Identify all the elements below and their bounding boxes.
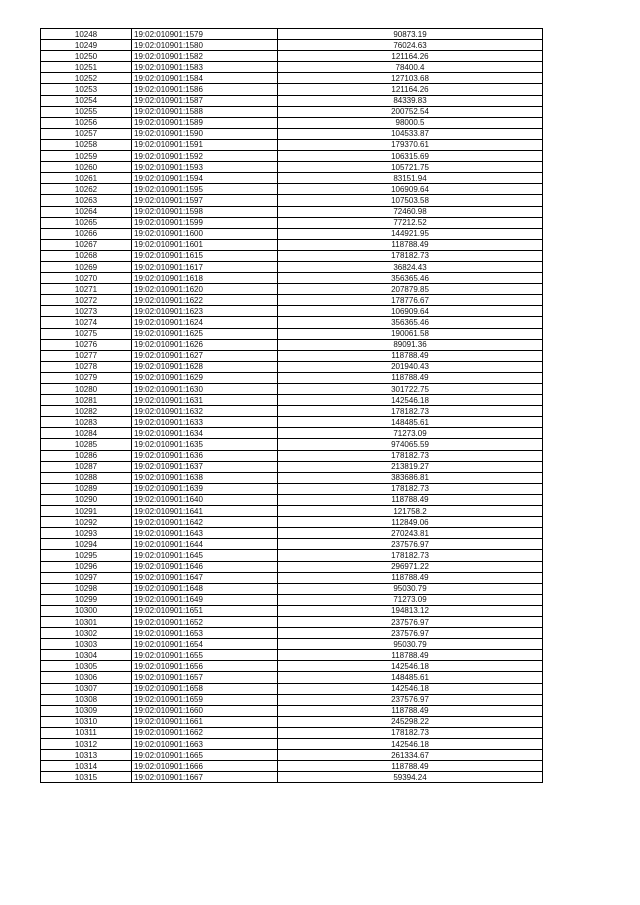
amount-cell: 201940.43 [278, 361, 543, 372]
row-number-cell: 10258 [41, 139, 132, 150]
table-row [41, 572, 543, 583]
table-row [41, 605, 543, 616]
table-row [41, 517, 543, 528]
row-number-cell: 10286 [41, 450, 132, 461]
row-number-cell: 10300 [41, 605, 132, 616]
cadastral-number-cell: 19:02:010901:1643 [132, 528, 278, 539]
cadastral-number-cell: 19:02:010901:1652 [132, 616, 278, 627]
table-row [41, 494, 543, 505]
row-number-cell: 10276 [41, 339, 132, 350]
row-number-cell: 10269 [41, 261, 132, 272]
amount-cell: 237576.97 [278, 628, 543, 639]
table-row [41, 284, 543, 295]
amount-cell: 178182.73 [278, 727, 543, 738]
amount-cell: 237576.97 [278, 616, 543, 627]
amount-cell: 237576.97 [278, 694, 543, 705]
cadastral-number-cell: 19:02:010901:1656 [132, 661, 278, 672]
row-number-cell: 10265 [41, 217, 132, 228]
amount-cell: 178776.67 [278, 295, 543, 306]
table-row [41, 29, 543, 40]
cadastral-number-cell: 19:02:010901:1584 [132, 73, 278, 84]
table-row [41, 761, 543, 772]
table-row [41, 162, 543, 173]
cadastral-number-cell: 19:02:010901:1590 [132, 128, 278, 139]
amount-cell: 178182.73 [278, 406, 543, 417]
row-number-cell: 10305 [41, 661, 132, 672]
table-row [41, 417, 543, 428]
row-number-cell: 10312 [41, 739, 132, 750]
table-row [41, 561, 543, 572]
row-number-cell: 10266 [41, 228, 132, 239]
amount-cell: 142546.18 [278, 739, 543, 750]
data-table [40, 28, 543, 783]
cadastral-number-cell: 19:02:010901:1637 [132, 461, 278, 472]
amount-cell: 106315.69 [278, 151, 543, 162]
row-number-cell: 10279 [41, 372, 132, 383]
row-number-cell: 10278 [41, 361, 132, 372]
amount-cell: 144921.95 [278, 228, 543, 239]
row-number-cell: 10262 [41, 184, 132, 195]
amount-cell: 90873.19 [278, 29, 543, 40]
cadastral-number-cell: 19:02:010901:1653 [132, 628, 278, 639]
row-number-cell: 10303 [41, 639, 132, 650]
table-row [41, 106, 543, 117]
amount-cell: 356365.46 [278, 273, 543, 284]
table-row [41, 683, 543, 694]
table-row [41, 217, 543, 228]
cadastral-number-cell: 19:02:010901:1617 [132, 261, 278, 272]
cadastral-number-cell: 19:02:010901:1666 [132, 761, 278, 772]
table-row [41, 594, 543, 605]
amount-cell: 148485.61 [278, 672, 543, 683]
amount-cell: 301722.75 [278, 384, 543, 395]
row-number-cell: 10302 [41, 628, 132, 639]
cadastral-number-cell: 19:02:010901:1593 [132, 162, 278, 173]
cadastral-number-cell: 19:02:010901:1661 [132, 716, 278, 727]
row-number-cell: 10304 [41, 650, 132, 661]
cadastral-number-cell: 19:02:010901:1634 [132, 428, 278, 439]
amount-cell: 974065.59 [278, 439, 543, 450]
amount-cell: 121164.26 [278, 51, 543, 62]
amount-cell: 112849.06 [278, 517, 543, 528]
cadastral-number-cell: 19:02:010901:1667 [132, 772, 278, 783]
cadastral-number-cell: 19:02:010901:1628 [132, 361, 278, 372]
table-row [41, 195, 543, 206]
table-row [41, 406, 543, 417]
amount-cell: 83151.94 [278, 173, 543, 184]
amount-cell: 118788.49 [278, 372, 543, 383]
row-number-cell: 10308 [41, 694, 132, 705]
row-number-cell: 10301 [41, 616, 132, 627]
cadastral-number-cell: 19:02:010901:1580 [132, 40, 278, 51]
table-body [41, 29, 543, 783]
table-row [41, 73, 543, 84]
cadastral-number-cell: 19:02:010901:1640 [132, 494, 278, 505]
table-row [41, 250, 543, 261]
amount-cell: 190061.58 [278, 328, 543, 339]
cadastral-number-cell: 19:02:010901:1654 [132, 639, 278, 650]
amount-cell: 105721.75 [278, 162, 543, 173]
table-row [41, 139, 543, 150]
amount-cell: 148485.61 [278, 417, 543, 428]
table-row [41, 350, 543, 361]
row-number-cell: 10313 [41, 750, 132, 761]
cadastral-number-cell: 19:02:010901:1657 [132, 672, 278, 683]
amount-cell: 104533.87 [278, 128, 543, 139]
row-number-cell: 10272 [41, 295, 132, 306]
row-number-cell: 10275 [41, 328, 132, 339]
table-row [41, 239, 543, 250]
table-row [41, 84, 543, 95]
row-number-cell: 10260 [41, 162, 132, 173]
amount-cell: 98000.5 [278, 117, 543, 128]
cadastral-number-cell: 19:02:010901:1599 [132, 217, 278, 228]
amount-cell: 261334.67 [278, 750, 543, 761]
table-row [41, 694, 543, 705]
table-row [41, 117, 543, 128]
row-number-cell: 10263 [41, 195, 132, 206]
cadastral-number-cell: 19:02:010901:1620 [132, 284, 278, 295]
row-number-cell: 10264 [41, 206, 132, 217]
amount-cell: 72460.98 [278, 206, 543, 217]
row-number-cell: 10259 [41, 151, 132, 162]
row-number-cell: 10296 [41, 561, 132, 572]
row-number-cell: 10252 [41, 73, 132, 84]
cadastral-number-cell: 19:02:010901:1592 [132, 151, 278, 162]
amount-cell: 36824.43 [278, 261, 543, 272]
amount-cell: 207879.85 [278, 284, 543, 295]
table-row [41, 428, 543, 439]
cadastral-number-cell: 19:02:010901:1659 [132, 694, 278, 705]
table-row [41, 339, 543, 350]
cadastral-number-cell: 19:02:010901:1644 [132, 539, 278, 550]
amount-cell: 356365.46 [278, 317, 543, 328]
amount-cell: 142546.18 [278, 661, 543, 672]
amount-cell: 178182.73 [278, 550, 543, 561]
amount-cell: 245298.22 [278, 716, 543, 727]
amount-cell: 179370.61 [278, 139, 543, 150]
cadastral-number-cell: 19:02:010901:1663 [132, 739, 278, 750]
table-row [41, 384, 543, 395]
amount-cell: 71273.09 [278, 428, 543, 439]
table-row [41, 461, 543, 472]
cadastral-number-cell: 19:02:010901:1662 [132, 727, 278, 738]
amount-cell: 213819.27 [278, 461, 543, 472]
table-row [41, 51, 543, 62]
table-row [41, 750, 543, 761]
amount-cell: 121164.26 [278, 84, 543, 95]
table-row [41, 716, 543, 727]
row-number-cell: 10253 [41, 84, 132, 95]
row-number-cell: 10254 [41, 95, 132, 106]
cadastral-number-cell: 19:02:010901:1594 [132, 173, 278, 184]
table-row [41, 772, 543, 783]
amount-cell: 178182.73 [278, 450, 543, 461]
cadastral-number-cell: 19:02:010901:1632 [132, 406, 278, 417]
cadastral-number-cell: 19:02:010901:1651 [132, 605, 278, 616]
cadastral-number-cell: 19:02:010901:1600 [132, 228, 278, 239]
amount-cell: 84339.83 [278, 95, 543, 106]
row-number-cell: 10270 [41, 273, 132, 284]
row-number-cell: 10289 [41, 483, 132, 494]
table-row [41, 184, 543, 195]
cadastral-number-cell: 19:02:010901:1636 [132, 450, 278, 461]
row-number-cell: 10309 [41, 705, 132, 716]
table-row [41, 439, 543, 450]
row-number-cell: 10290 [41, 494, 132, 505]
table-row [41, 95, 543, 106]
cadastral-number-cell: 19:02:010901:1639 [132, 483, 278, 494]
cadastral-number-cell: 19:02:010901:1625 [132, 328, 278, 339]
cadastral-number-cell: 19:02:010901:1583 [132, 62, 278, 73]
table-row [41, 550, 543, 561]
amount-cell: 296971.22 [278, 561, 543, 572]
table-row [41, 317, 543, 328]
table-row [41, 672, 543, 683]
cadastral-number-cell: 19:02:010901:1582 [132, 51, 278, 62]
amount-cell: 178182.73 [278, 250, 543, 261]
table-row [41, 739, 543, 750]
row-number-cell: 10249 [41, 40, 132, 51]
row-number-cell: 10310 [41, 716, 132, 727]
row-number-cell: 10295 [41, 550, 132, 561]
row-number-cell: 10311 [41, 727, 132, 738]
table-row [41, 472, 543, 483]
row-number-cell: 10315 [41, 772, 132, 783]
row-number-cell: 10271 [41, 284, 132, 295]
amount-cell: 237576.97 [278, 539, 543, 550]
row-number-cell: 10298 [41, 583, 132, 594]
table-row [41, 173, 543, 184]
table-row [41, 328, 543, 339]
row-number-cell: 10299 [41, 594, 132, 605]
amount-cell: 118788.49 [278, 572, 543, 583]
amount-cell: 127103.68 [278, 73, 543, 84]
cadastral-number-cell: 19:02:010901:1635 [132, 439, 278, 450]
amount-cell: 59394.24 [278, 772, 543, 783]
table-row [41, 483, 543, 494]
table-row [41, 273, 543, 284]
table-row [41, 295, 543, 306]
cadastral-number-cell: 19:02:010901:1591 [132, 139, 278, 150]
table-row [41, 62, 543, 73]
table-row [41, 528, 543, 539]
amount-cell: 107503.58 [278, 195, 543, 206]
table-row [41, 639, 543, 650]
row-number-cell: 10256 [41, 117, 132, 128]
row-number-cell: 10283 [41, 417, 132, 428]
cadastral-number-cell: 19:02:010901:1658 [132, 683, 278, 694]
row-number-cell: 10285 [41, 439, 132, 450]
cadastral-number-cell: 19:02:010901:1595 [132, 184, 278, 195]
table-row [41, 450, 543, 461]
amount-cell: 89091.36 [278, 339, 543, 350]
row-number-cell: 10314 [41, 761, 132, 772]
amount-cell: 118788.49 [278, 239, 543, 250]
cadastral-number-cell: 19:02:010901:1638 [132, 472, 278, 483]
cadastral-number-cell: 19:02:010901:1633 [132, 417, 278, 428]
amount-cell: 142546.18 [278, 683, 543, 694]
cadastral-number-cell: 19:02:010901:1597 [132, 195, 278, 206]
row-number-cell: 10294 [41, 539, 132, 550]
row-number-cell: 10287 [41, 461, 132, 472]
table-row [41, 306, 543, 317]
table-row [41, 650, 543, 661]
cadastral-number-cell: 19:02:010901:1631 [132, 395, 278, 406]
cadastral-number-cell: 19:02:010901:1586 [132, 84, 278, 95]
amount-cell: 118788.49 [278, 761, 543, 772]
table-row [41, 583, 543, 594]
amount-cell: 121758.2 [278, 506, 543, 517]
cadastral-number-cell: 19:02:010901:1641 [132, 506, 278, 517]
cadastral-number-cell: 19:02:010901:1589 [132, 117, 278, 128]
row-number-cell: 10273 [41, 306, 132, 317]
row-number-cell: 10280 [41, 384, 132, 395]
table-row [41, 361, 543, 372]
amount-cell: 71273.09 [278, 594, 543, 605]
cadastral-number-cell: 19:02:010901:1660 [132, 705, 278, 716]
row-number-cell: 10307 [41, 683, 132, 694]
row-number-cell: 10306 [41, 672, 132, 683]
cadastral-number-cell: 19:02:010901:1626 [132, 339, 278, 350]
cadastral-number-cell: 19:02:010901:1642 [132, 517, 278, 528]
table-row [41, 395, 543, 406]
row-number-cell: 10267 [41, 239, 132, 250]
cadastral-number-cell: 19:02:010901:1649 [132, 594, 278, 605]
cadastral-number-cell: 19:02:010901:1665 [132, 750, 278, 761]
cadastral-number-cell: 19:02:010901:1598 [132, 206, 278, 217]
cadastral-number-cell: 19:02:010901:1623 [132, 306, 278, 317]
cadastral-number-cell: 19:02:010901:1624 [132, 317, 278, 328]
row-number-cell: 10281 [41, 395, 132, 406]
table-row [41, 705, 543, 716]
table-row [41, 206, 543, 217]
row-number-cell: 10248 [41, 29, 132, 40]
table-row [41, 727, 543, 738]
cadastral-number-cell: 19:02:010901:1645 [132, 550, 278, 561]
table-row [41, 372, 543, 383]
cadastral-number-cell: 19:02:010901:1588 [132, 106, 278, 117]
row-number-cell: 10291 [41, 506, 132, 517]
cadastral-number-cell: 19:02:010901:1630 [132, 384, 278, 395]
table-row [41, 261, 543, 272]
row-number-cell: 10292 [41, 517, 132, 528]
amount-cell: 95030.79 [278, 639, 543, 650]
amount-cell: 106909.64 [278, 184, 543, 195]
row-number-cell: 10257 [41, 128, 132, 139]
row-number-cell: 10255 [41, 106, 132, 117]
row-number-cell: 10250 [41, 51, 132, 62]
amount-cell: 270243.81 [278, 528, 543, 539]
row-number-cell: 10297 [41, 572, 132, 583]
cadastral-number-cell: 19:02:010901:1622 [132, 295, 278, 306]
amount-cell: 76024.63 [278, 40, 543, 51]
table-row [41, 628, 543, 639]
table-row [41, 128, 543, 139]
row-number-cell: 10274 [41, 317, 132, 328]
table-row [41, 228, 543, 239]
row-number-cell: 10288 [41, 472, 132, 483]
amount-cell: 78400.4 [278, 62, 543, 73]
row-number-cell: 10268 [41, 250, 132, 261]
table-row [41, 151, 543, 162]
table-row [41, 616, 543, 627]
amount-cell: 142546.18 [278, 395, 543, 406]
table-row [41, 539, 543, 550]
cadastral-number-cell: 19:02:010901:1587 [132, 95, 278, 106]
row-number-cell: 10293 [41, 528, 132, 539]
cadastral-number-cell: 19:02:010901:1618 [132, 273, 278, 284]
row-number-cell: 10277 [41, 350, 132, 361]
row-number-cell: 10282 [41, 406, 132, 417]
row-number-cell: 10251 [41, 62, 132, 73]
cadastral-number-cell: 19:02:010901:1648 [132, 583, 278, 594]
cadastral-number-cell: 19:02:010901:1615 [132, 250, 278, 261]
amount-cell: 77212.52 [278, 217, 543, 228]
amount-cell: 95030.79 [278, 583, 543, 594]
cadastral-number-cell: 19:02:010901:1627 [132, 350, 278, 361]
table-row [41, 506, 543, 517]
amount-cell: 178182.73 [278, 483, 543, 494]
table-row [41, 661, 543, 672]
amount-cell: 118788.49 [278, 650, 543, 661]
row-number-cell: 10284 [41, 428, 132, 439]
cadastral-number-cell: 19:02:010901:1647 [132, 572, 278, 583]
cadastral-number-cell: 19:02:010901:1579 [132, 29, 278, 40]
amount-cell: 194813.12 [278, 605, 543, 616]
cadastral-number-cell: 19:02:010901:1629 [132, 372, 278, 383]
amount-cell: 200752.54 [278, 106, 543, 117]
amount-cell: 118788.49 [278, 494, 543, 505]
table-row [41, 40, 543, 51]
cadastral-number-cell: 19:02:010901:1601 [132, 239, 278, 250]
amount-cell: 383686.81 [278, 472, 543, 483]
amount-cell: 106909.64 [278, 306, 543, 317]
amount-cell: 118788.49 [278, 705, 543, 716]
amount-cell: 118788.49 [278, 350, 543, 361]
cadastral-number-cell: 19:02:010901:1655 [132, 650, 278, 661]
row-number-cell: 10261 [41, 173, 132, 184]
cadastral-number-cell: 19:02:010901:1646 [132, 561, 278, 572]
